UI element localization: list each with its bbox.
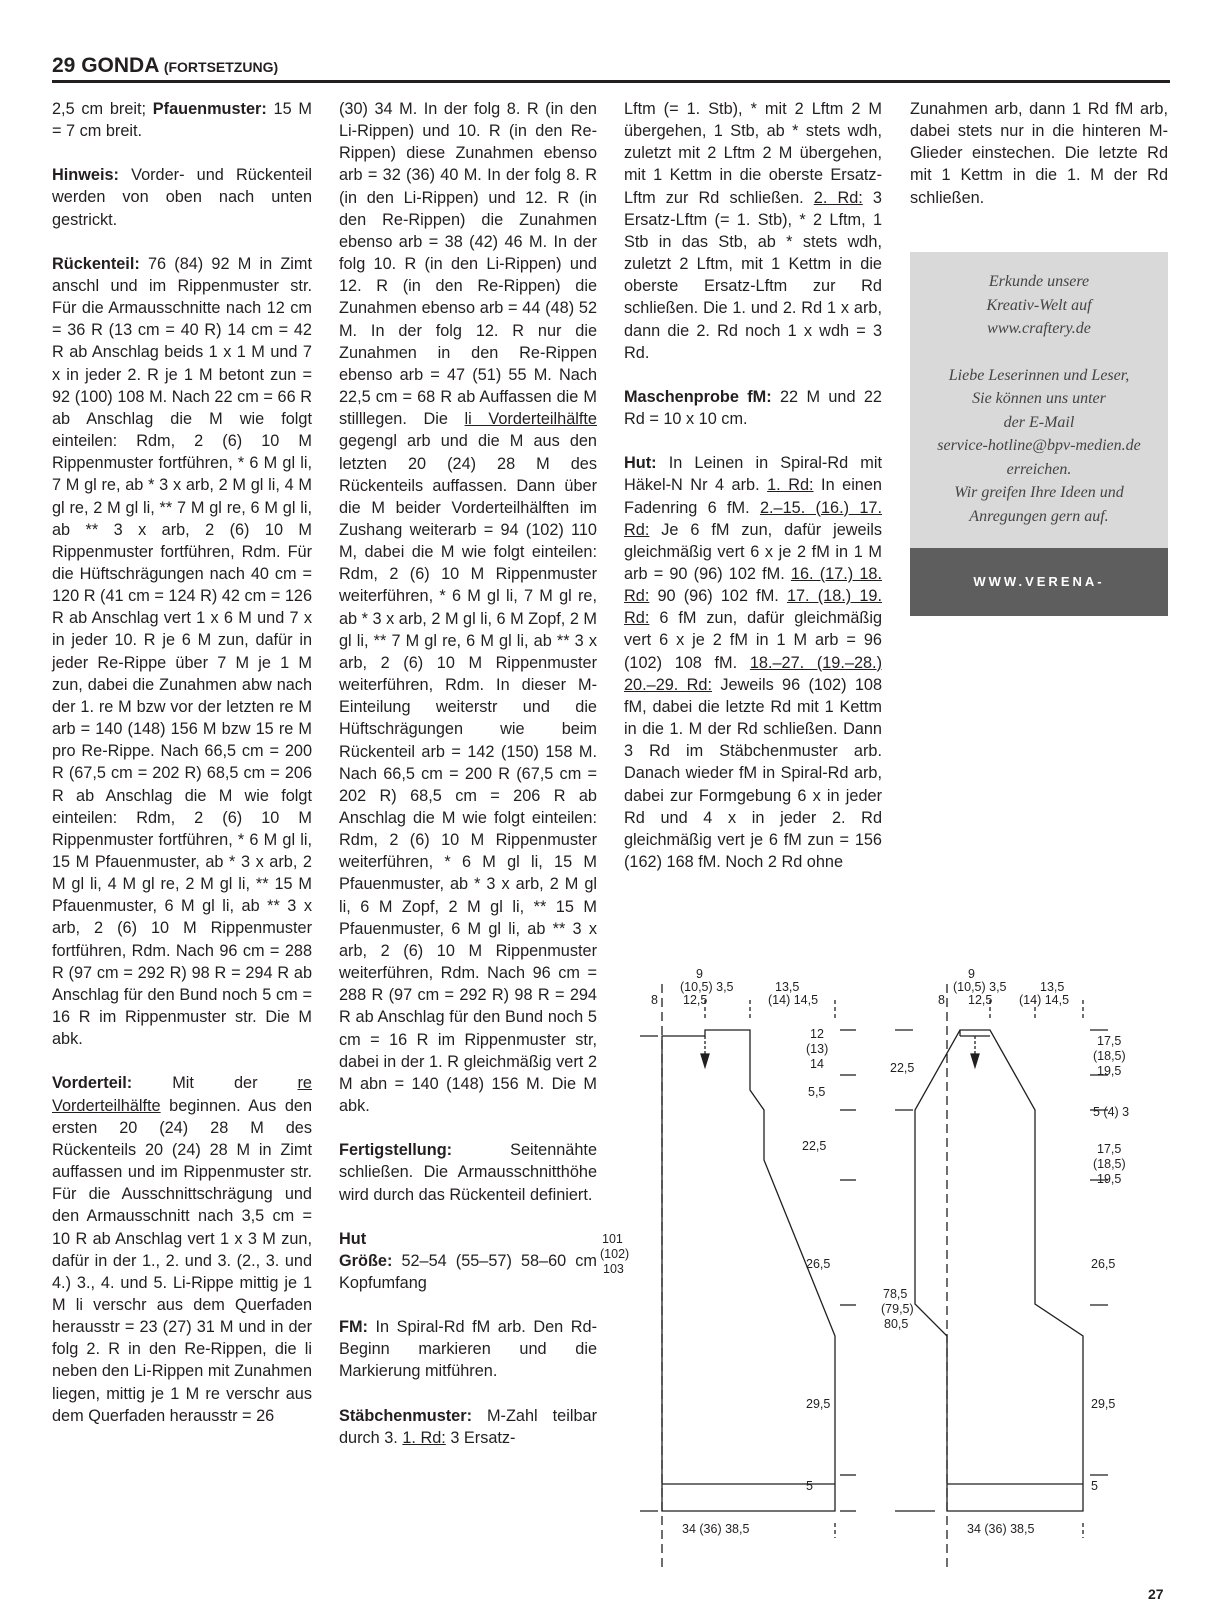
text: In Spiral-Rd fM arb. Den Rd-Beginn markieren und die Markierung mitführen. (339, 1318, 597, 1381)
info-box-text (910, 252, 1168, 548)
underlined-term: 2.–15. (16.) 17. Rd: (624, 498, 882, 539)
label: 34 (36) 38,5 (682, 1522, 750, 1536)
info-line: Anregungen gern auf. (969, 507, 1109, 525)
label: 12 (810, 1027, 824, 1041)
label: 13,5 (775, 980, 800, 994)
paragraph (624, 386, 882, 430)
bold-term: Stäbchenmuster: (339, 1406, 472, 1425)
label: 103 (603, 1262, 624, 1276)
label: (10,5) 3,5 (680, 980, 734, 994)
label: 5 (806, 1479, 813, 1493)
underlined-term: 2. Rd: (813, 188, 863, 207)
paragraph (52, 98, 312, 142)
paragraph (624, 452, 882, 873)
text: Lftm (= 1. Stb), * mit 2 Lftm 2 M übergehen, 1 Stb, ab * stets wdh, zuletzt mit 2 Lftm 2 M übergehen, mit 1 Kettm in die oberste Ersatz-Lftm zur Rd schließen. (624, 100, 882, 207)
text: 76 (84) 92 M in Zimt anschl und im Rippenmuster str. Für die Armausschnitte nach 12 cm = 36 R (13 cm = 40 R) 14 cm = 42 R ab Anschlag beids 1 x 1 M und 7 x in jeder 2. R je 1 M betont zun = 92 (100) 108 M. Nach 22 cm = 66 R ab Anschlag die M wie folgt einteilen: Rdm, 2 (6) 10 M Rippenmuster fortführen, * 6 M gl li, 7 M gl re, ab * 3 x arb, 2 M gl li, 4 M gl re, 2 M gl li, ** 7 M gl re, 6 M gl li, ab ** 3 x arb, 2 (6) 10 M Rippenmuster fortführen, Rdm. Für die Hüftschrägungen nach 40 cm = 120 R (41 cm = 124 R) 42 cm = 126 R ab Anschlag vert 1 x 6 M und 7 x in jeder 10. R je 6 M zun, dafür in jeder Re-Rippe über 7 M je 1 M zun, dabei die Zunahmen abw nach der 1. re M bzw vor der letzten re M arb = 140 (148) 156 M bzw 15 re M pro Re-Rippe. Nach 66,5 cm = 200 R (67,5 cm = 202 R) 68,5 cm = 206 R ab Anschlag die M wie folgt einteilen: Rdm, 2 (6) 10 M Rippenmuster fortführen, * 6 M gl li, 15 M Pfauenmuster, ab * 3 x arb, 2 M gl li, 4 M gl re, 2 M gl li, ** 15 M Pfauenmuster, 6 M gl li, ab ** 3 x arb, 2 (6) 10 M Rippenmuster fortführen, Rdm. Nach 96 cm = 288 R (97 cm = 292 R) 98 R = 294 R ab Anschlag für den Bund noch 5 cm = 16 R im Rippenmuster str. Die M abk. (52, 254, 312, 1049)
bold-term: Größe: (339, 1251, 393, 1270)
arrow-head (701, 1054, 709, 1067)
bold-term: Pfauenmuster: (152, 100, 267, 118)
text: (30) 34 M. In der folg 8. R (in den Li-Rippen) und 10. R (in den Re-Rippen) diese Zunahmen ebenso arb = 32 (36) 40 M. In der folg 8. R (in den Li-Rippen) und 12. R (in den Re-Rippen) die Zunahmen ebenso arb = 38 (42) 46 M. In der folg 10. R (in den Li-Rippen) und 12. R (in den Re-Rippen) die Zunahmen ebenso arb = 44 (48) 52 M. In der folg 12. R nur die Zunahmen in den Re-Rippen ebenso arb = 47 (51) 55 M. Nach 22,5 cm = 68 R ab Auffassen die M stilllegen. Die (339, 100, 597, 429)
label: 8 (938, 993, 945, 1007)
info-line: erreichen. (1006, 460, 1072, 478)
label: 19,5 (1097, 1172, 1122, 1186)
underlined-term: li Vorderteilhälfte (464, 410, 597, 429)
label: 101 (602, 1232, 623, 1246)
info-line: Kreativ-Welt auf (986, 296, 1092, 314)
text: Mit der (132, 1074, 298, 1093)
text: 52–54 (55–57) 58–60 cm Kopfumfang (339, 1251, 597, 1292)
paragraph (339, 98, 597, 1117)
info-line: Liebe Leserinnen und Leser, (948, 366, 1130, 384)
diagram-right-labels (881, 967, 1129, 1536)
text: Seitennähte schließen. Die Armausschnitthöhe wird durch das Rückenteil definiert. (339, 1141, 597, 1204)
text: 3 Ersatz- (445, 1428, 516, 1447)
text: Jeweils 96 (102) 108 fM, dabei die letzte Rd mit 1 Kettm in die 1. M der Rd schließen. Dann 3 Rd im Stäbchenmuster arb. Danach wieder fM in Spiral-Rd arb, dabei zur Formgebung 6 x in jeder Rd und 4 x in jeder 2. Rd gleichmäßig vert je 6 fM zun = 156 (162) 168 fM. Noch 2 Rd ohne (624, 675, 882, 871)
website-link[interactable]: www.craftery.de (987, 320, 1091, 337)
diagram-right (881, 967, 1129, 1570)
text: 3 Ersatz-Lftm (= 1. Stb), * 2 Lftm, 1 Stb in das Stb, ab * stets wdh, zuletzt 2 Lftm, mit 1 Kettm in die oberste Ersatz-Lftm zur Rd schließen. Die 1. und 2. Rd 1 x arb, dann die 2. Rd noch 1 x wdh = 3 Rd. (624, 188, 882, 362)
bold-term: FM: (339, 1318, 368, 1337)
label: 14 (810, 1057, 824, 1071)
info-line: Sie können uns unter (972, 390, 1106, 407)
website-banner[interactable]: WWW.VERENA-STRICKEN.COM (910, 548, 1168, 616)
bold-term: Vorderteil: (52, 1074, 133, 1093)
paragraph (910, 98, 1168, 209)
label: 17,5 (1097, 1034, 1122, 1048)
section-heading: Hut (339, 1229, 367, 1248)
label: 29,5 (806, 1397, 831, 1411)
underlined-term: re Vorderteilhälfte (52, 1074, 312, 1115)
label: 5 (4) 3 (1093, 1105, 1130, 1119)
info-line: Erkunde unsere (988, 273, 1090, 290)
paragraph (52, 1072, 312, 1427)
text: 90 (96) 102 fM. (649, 587, 787, 606)
label: 8 (651, 993, 658, 1007)
underlined-term: 17. (18.) 19. Rd: (624, 587, 882, 628)
bold-term: Maschenprobe fM: (624, 387, 772, 406)
bold-term: Hinweis: (52, 166, 119, 185)
label: 22,5 (802, 1139, 827, 1153)
text-column-3 (624, 98, 882, 873)
label: 22,5 (890, 1061, 915, 1075)
text: Je 6 fM zun, dafür jeweils gleichmäßig vert 6 x je 2 fM in 1 M arb = 90 (96) 102 fM. (624, 520, 882, 583)
info-box (910, 252, 1168, 657)
email-link[interactable]: service-hotline@bpv-medien.de (937, 437, 1141, 454)
label: (13) (806, 1042, 829, 1056)
label: (102) (600, 1247, 630, 1261)
info-line: Wir greifen Ihre Ideen und (954, 484, 1124, 501)
label: 5 (1091, 1479, 1098, 1493)
paragraph (339, 1316, 597, 1382)
diagram-left (640, 984, 856, 1570)
paragraph (52, 164, 312, 230)
label: 12,5 (968, 993, 993, 1007)
text: In einen Fadenring 6 fM. (624, 476, 882, 517)
label: 13,5 (1040, 980, 1065, 994)
text-column-2 (339, 98, 597, 1449)
label: (10,5) 3,5 (953, 980, 1007, 994)
text: Vorder- und Rückenteil werden von oben nach unten gestrickt. (52, 166, 312, 229)
underlined-term: 1. Rd: (402, 1428, 446, 1447)
label: 12,5 (683, 993, 708, 1007)
paragraph (624, 98, 882, 364)
label: 5,5 (808, 1085, 826, 1099)
label: (18,5) (1093, 1049, 1126, 1063)
pattern-subtitle: (FORTSETZUNG) (163, 59, 279, 75)
label: (14) 14,5 (1019, 993, 1070, 1007)
underlined-term: 18.–27. (19.–28.) 20.–29. Rd: (624, 653, 882, 694)
underlined-term: 1. Rd: (767, 476, 814, 495)
bold-term: Rückenteil: (52, 254, 140, 273)
label: (18,5) (1093, 1157, 1126, 1171)
label: 29,5 (1091, 1397, 1116, 1411)
text: gegengl arb und die M aus den letzten 20 (24) 28 M des Rückenteils auffassen. Dann über die M beider Vorderteilhälften im Zushang weiterarb = 94 (102) 110 M, dabei die M wie folgt einteilen: Rdm, 2 (6) 10 M Rippenmuster weiterführen, * 6 M gl li, 7 M gl re, ab * 3 x arb, 2 M gl li, 6 M Zopf, 2 M gl li, ** 7 M gl re, 6 M gl li, ab ** 3 x arb, 2 (6) 10 M Rippenmuster weiterführen, Rdm. In dieser M-Einteilung weiterstr und die Hüftschrägungen wie beim Rückenteil arb = 142 (150) 158 M. Nach 66,5 cm = 200 R (67,5 cm = 202 R) 68,5 cm = 206 R ab Anschlag die M wie folgt einteilen: Rdm, 2 (6) 10 M Rippenmuster weiterführen, * 6 M gl li, 15 M Pfauenmuster, ab * 3 x arb, 2 M gl li, 6 M Zopf, 2 M gl li, ** 15 M Pfauenmuster, 6 M gl li, ab ** 3 x arb, 2 (6) 10 M Rippenmuster weiterführen, Rdm. Nach 96 cm = 288 R (97 cm = 292 R) 98 R = 294 R ab Anschlag für den Bund noch 5 cm = 16 R im Rippenmuster str, dabei in der 1. R gleichmäßig vert 2 M abn = 140 (148) 156 M. Die M abk. (339, 432, 597, 1116)
label: 9 (968, 967, 975, 981)
pattern-title: 29 GONDA (52, 54, 160, 77)
text: 15 M = 7 cm breit. (52, 100, 312, 141)
schematic-diagrams (600, 967, 1210, 1570)
underlined-term: 16. (17.) 18. Rd: (624, 564, 882, 606)
label: 34 (36) 38,5 (967, 1522, 1035, 1536)
paragraph (339, 1139, 597, 1205)
text: beginnen. Aus den ersten 20 (24) 28 M des Rückenteils 20 (24) 28 M in Zimt auffassen und im Rippenmuster str. Für die Ausschnittschrägung und den Armausschnitt nach 3,5 cm = 10 R ab Anschlag vert 1 x 3 M zun, dafür in der 1., 2. und 3. (2., 3. und 4.) 3., 4. und 5. Li-Rippe mittig je 1 M li verschr aus dem Querfaden herausstr = 23 (27) 31 M und in der folg 2. R in den Re-Rippen, die li neben den Li-Rippen mit Zunahmen liegen, mittig je 1 M re verschr aus dem Querfaden herausstr = 26 (52, 1096, 312, 1425)
text: M-Zahl teilbar durch 3. (339, 1406, 597, 1447)
label: (79,5) (881, 1302, 914, 1316)
label: 19,5 (1097, 1064, 1122, 1078)
label: 26,5 (806, 1257, 831, 1271)
label: 80,5 (884, 1317, 909, 1331)
page-number: 27 (1148, 1586, 1164, 1602)
text: Zunahmen arb, dann 1 Rd fM arb, dabei stets nur in die hinteren M-Glieder einstechen. Die letzte Rd mit 1 Kettm in die 1. M der Rd schließen. (910, 100, 1168, 207)
text: 6 fM zun, dafür gleichmäßig vert 6 x je 2 fM in 1 M arb = 96 (102) 108 fM. (624, 609, 882, 672)
label: 26,5 (1091, 1257, 1116, 1271)
label: 78,5 (883, 1287, 908, 1301)
paragraph (339, 1228, 597, 1294)
label: 17,5 (1097, 1142, 1122, 1156)
paragraph (339, 1405, 597, 1449)
text-column-4 (910, 98, 1168, 209)
diagram-left-labels (600, 967, 830, 1536)
bold-term: Hut: (624, 454, 657, 473)
text: 2,5 cm breit; (52, 100, 153, 118)
text-column-1 (52, 98, 312, 1427)
label: (14) 14,5 (768, 993, 819, 1007)
page-header (52, 54, 1170, 83)
label: 9 (696, 967, 703, 981)
bold-term: Fertigstellung: (339, 1141, 453, 1160)
back-piece-outline (915, 1030, 1083, 1511)
text: In Leinen in Spiral-Rd mit Häkel-N Nr 4 arb. (624, 454, 882, 495)
text: 22 M und 22 Rd = 10 x 10 cm. (624, 387, 882, 429)
arrow-head (971, 1054, 979, 1067)
info-line: der E-Mail (1003, 413, 1075, 431)
paragraph (52, 253, 312, 1051)
